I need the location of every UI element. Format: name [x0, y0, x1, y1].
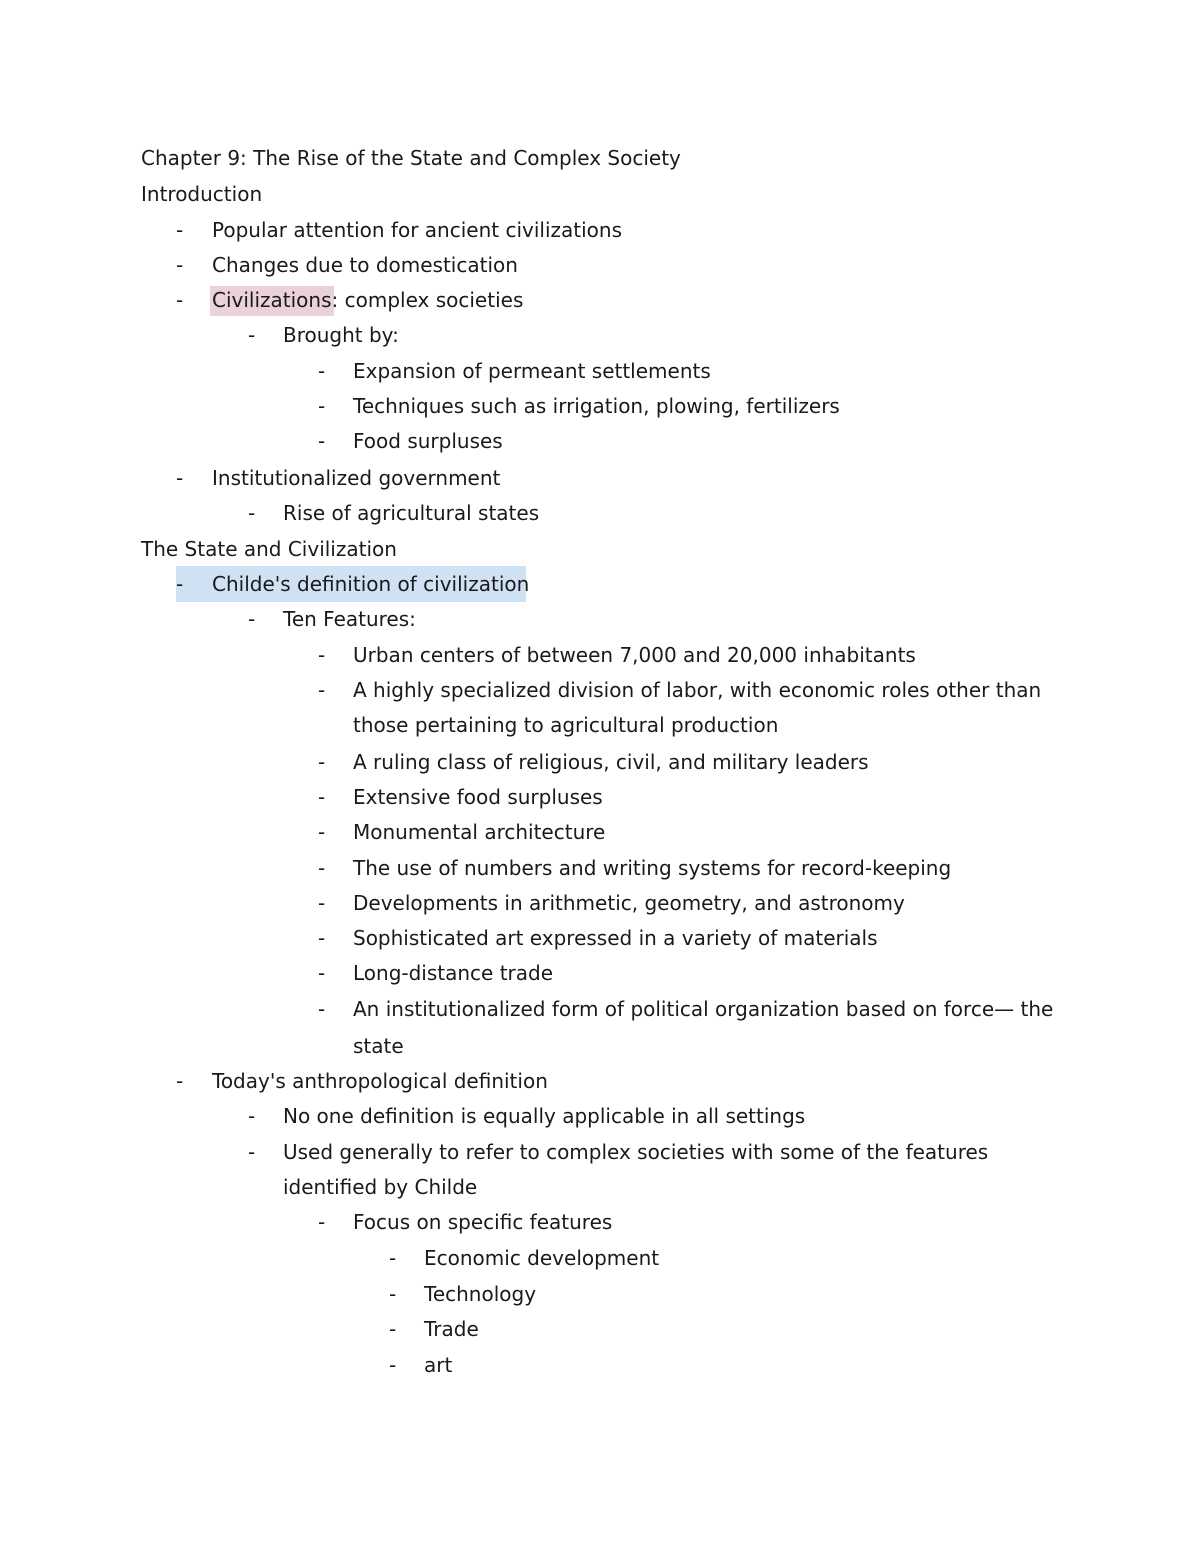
list-item-text: Brought by: — [283, 323, 399, 347]
list-item-text: A ruling class of religious, civil, and military leaders — [353, 750, 869, 774]
list-item-text: Rise of agricultural states — [283, 501, 540, 525]
bullet-dash: - — [318, 820, 326, 844]
bullet-dash: - — [389, 1246, 397, 1270]
bullet-dash: - — [176, 572, 184, 596]
list-item-text: Changes due to domestication — [212, 253, 518, 277]
list-item-text: Extensive food surpluses — [353, 785, 603, 809]
bullet-dash: - — [318, 856, 326, 880]
list-item-text: Urban centers of between 7,000 and 20,000 inhabitants — [353, 643, 916, 667]
bullet-dash: - — [248, 1104, 256, 1128]
bullet-dash: - — [176, 1069, 184, 1093]
bullet-dash: - — [318, 678, 326, 702]
section-heading-state-and-civilization: The State and Civilization — [141, 537, 397, 561]
list-item-text: Techniques such as irrigation, plowing, fertilizers — [353, 394, 840, 418]
list-item-text: Monumental architecture — [353, 820, 606, 844]
bullet-dash: - — [176, 218, 184, 242]
list-item-text: Technology — [424, 1282, 537, 1306]
bullet-dash: - — [248, 607, 256, 631]
bullet-dash: - — [318, 926, 326, 950]
list-item-text: art — [424, 1353, 453, 1377]
bullet-dash: - — [318, 785, 326, 809]
list-item-text: Food surpluses — [353, 429, 503, 453]
list-item-text: An institutionalized form of political organization based on force— the — [353, 997, 1054, 1021]
list-item-text-continued: state — [353, 1034, 404, 1058]
list-item-text: Economic development — [424, 1246, 660, 1270]
list-item-text: Childe's definition of civilization — [212, 572, 530, 596]
bullet-dash: - — [318, 997, 326, 1021]
section-heading-introduction: Introduction — [141, 182, 263, 206]
list-item-text: Institutionalized government — [212, 466, 501, 490]
bullet-dash: - — [176, 466, 184, 490]
list-item-text: Sophisticated art expressed in a variety of materials — [353, 926, 878, 950]
list-item-text: No one definition is equally applicable in all settings — [283, 1104, 806, 1128]
list-item-text: Today's anthropological definition — [212, 1069, 548, 1093]
bullet-dash: - — [248, 501, 256, 525]
bullet-dash: - — [318, 429, 326, 453]
list-item-text: The use of numbers and writing systems for record-keeping — [353, 856, 952, 880]
list-item-text: Trade — [424, 1317, 479, 1341]
bullet-dash: - — [248, 1140, 256, 1164]
list-item-text: Popular attention for ancient civilizations — [212, 218, 622, 242]
list-item-text: Focus on specific features — [353, 1210, 613, 1234]
list-item-text-continued: identified by Childe — [283, 1175, 478, 1199]
list-item-text — [212, 287, 523, 313]
chapter-title: Chapter 9: The Rise of the State and Complex Society — [141, 146, 681, 170]
bullet-dash: - — [318, 359, 326, 383]
list-item-text: A highly specialized division of labor, with economic roles other than — [353, 678, 1042, 702]
bullet-dash: - — [176, 253, 184, 277]
bullet-dash: - — [318, 750, 326, 774]
bullet-dash: - — [389, 1317, 397, 1341]
bullet-dash: - — [318, 394, 326, 418]
bullet-dash: - — [318, 643, 326, 667]
bullet-dash: - — [389, 1282, 397, 1306]
bullet-dash: - — [176, 288, 184, 312]
bullet-dash: - — [318, 961, 326, 985]
bullet-dash: - — [389, 1353, 397, 1377]
list-item-text: Used generally to refer to complex societies with some of the features — [283, 1140, 989, 1164]
bullet-dash: - — [248, 323, 256, 347]
definition-text: : complex societies — [331, 288, 524, 312]
list-item-text: Expansion of permeant settlements — [353, 359, 711, 383]
list-item-text-continued: those pertaining to agricultural production — [353, 713, 779, 737]
highlighted-term: Civilizations — [210, 286, 334, 316]
bullet-dash: - — [318, 1210, 326, 1234]
bullet-dash: - — [318, 891, 326, 915]
list-item-text: Developments in arithmetic, geometry, and astronomy — [353, 891, 905, 915]
list-item-text: Ten Features: — [283, 607, 416, 631]
list-item-text: Long-distance trade — [353, 961, 554, 985]
